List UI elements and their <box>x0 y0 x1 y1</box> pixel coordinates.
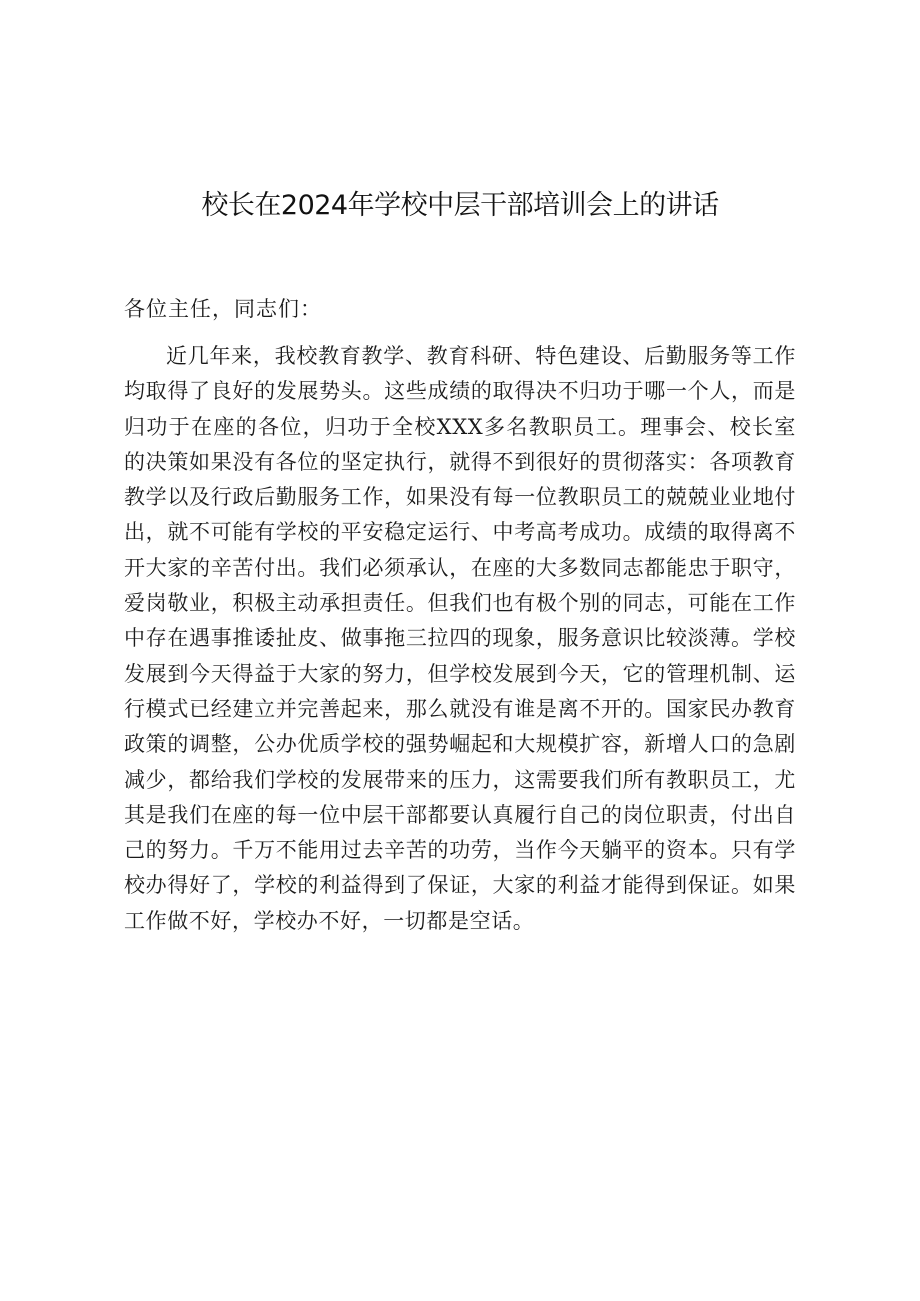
body-paragraph: 近几年来，我校教育教学、教育科研、特色建设、后勤服务等工作均取得了良好的发展势头。这些成绩的取得决不归功于哪一个人，而是归功于在座的各位，归功于全校XXX多名教职员工。理事会、校长室的决策如果没有各位的坚定执行，就得不到很好的贯彻落实：各项教育教学以及行政后勤服务工作，如果没有每一位教职员工的兢兢业业地付出，就不可能有学校的平安稳定运行、中考高考成功。成绩的取得离不开大家的辛苦付出。我们必须承认，在座的大多数同志都能忠于职守，爱岗敬业，积极主动承担责任。但我们也有极个别的同志，可能在工作中存在遇事推诿扯皮、做事拖三拉四的现象，服务意识比较淡薄。学校发展到今天得益于大家的努力，但学校发展到今天，它的管理机制、运行模式已经建立并完善起来，那么就没有谁是离不开的。国家民办教育政策的调整，公办优质学校的强势崛起和大规模扩容，新增人口的急剧减少，都给我们学校的发展带来的压力，这需要我们所有教职员工，尤其是我们在座的每一位中层干部都要认真履行自己的岗位职责，付出自己的努力。千万不能用过去辛苦的功劳，当作今天躺平的资本。只有学校办得好了，学校的利益得到了保证，大家的利益才能得到保证。如果工作做不好，学校办不好，一切都是空话。 <box>124 344 796 933</box>
document-title: 校长在2024年学校中层干部培训会上的讲话 <box>201 190 719 221</box>
salutation: 各位主任，同志们： <box>124 297 322 321</box>
